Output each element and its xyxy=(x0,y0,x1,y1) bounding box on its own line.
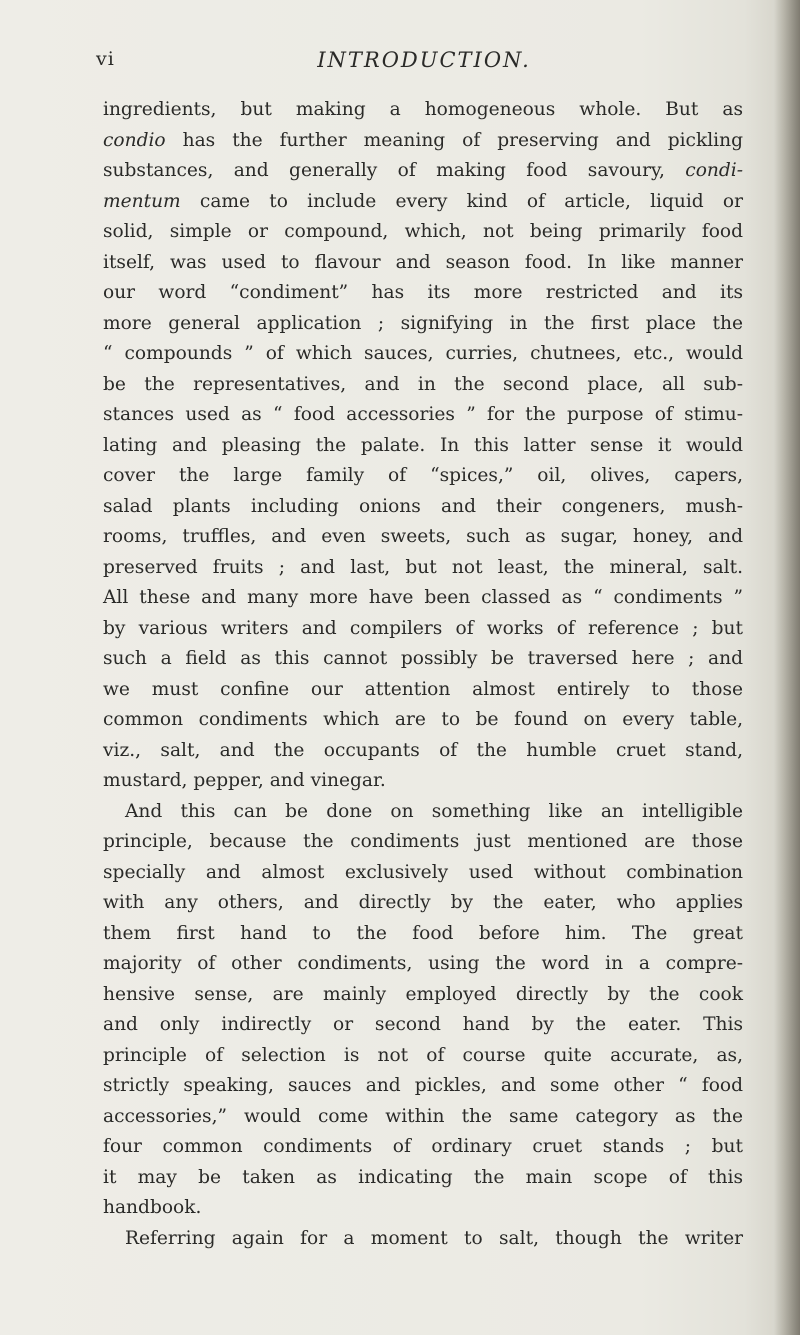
text-line xyxy=(103,309,743,340)
text-segment: strictly speaking, sauces and pickles, and some other “ food xyxy=(103,1075,743,1096)
text-line xyxy=(103,1041,743,1072)
text-line xyxy=(103,553,743,584)
text-line xyxy=(103,187,743,218)
text-segment: principle of selection is not of course quite accurate, as, xyxy=(103,1044,743,1066)
text-segment: them first hand to the food before him. The great xyxy=(103,922,743,944)
text-line xyxy=(103,827,743,858)
page-number: vi xyxy=(96,48,115,70)
text-segment: more general application ; signifying in the first place the xyxy=(103,312,743,334)
text-line xyxy=(103,1163,743,1194)
italic-word: mentum xyxy=(103,190,181,212)
paragraph xyxy=(103,1224,743,1255)
text-segment: stances used as “ food accessories ” for the purpose of stimu- xyxy=(103,404,743,425)
paragraph xyxy=(103,797,743,1224)
text-line xyxy=(103,156,743,187)
text-segment: with any others, and directly by the eater, who applies xyxy=(103,892,743,913)
text-line xyxy=(103,400,743,431)
text-segment: came to include every kind of article, liquid or xyxy=(180,190,743,212)
text-segment: lating and pleasing the palate. In this latter sense it would xyxy=(103,434,743,456)
text-line xyxy=(103,797,743,828)
text-line xyxy=(103,1193,743,1224)
text-segment: it may be taken as indicating the main scope of this xyxy=(103,1166,743,1188)
italic-word: condio xyxy=(103,129,166,151)
text-segment: accessories,” would come within the same category as the xyxy=(103,1105,743,1127)
text-line xyxy=(103,217,743,248)
text-segment: be the representatives, and in the second place, all sub- xyxy=(103,373,743,395)
text-segment: our word “condiment” has its more restricted and its xyxy=(103,282,743,303)
text-segment: by various writers and compilers of works of reference ; but xyxy=(103,617,743,639)
text-line xyxy=(103,248,743,279)
text-segment: specially and almost exclusively used without combination xyxy=(103,861,743,883)
text-line xyxy=(103,1132,743,1163)
text-segment: handbook. xyxy=(103,1197,202,1218)
text-segment: itself, was used to flavour and season food. In like manner xyxy=(103,251,743,273)
text-segment: “ compounds ” of which sauces, curries, chutnees, etc., would xyxy=(103,343,743,364)
text-line xyxy=(103,766,743,797)
text-line xyxy=(103,705,743,736)
text-line xyxy=(103,919,743,950)
text-segment: And this can be done on something like an intelligible xyxy=(125,800,743,822)
text-line xyxy=(103,461,743,492)
text-segment: salad plants including onions and their congeners, mush- xyxy=(103,495,743,517)
text-line xyxy=(103,1010,743,1041)
text-line xyxy=(103,583,743,614)
text-segment: we must confine our attention almost entirely to those xyxy=(103,678,743,700)
text-line xyxy=(103,675,743,706)
italic-word: condi- xyxy=(685,160,743,181)
text-line xyxy=(103,1102,743,1133)
text-segment: common condiments which are to be found on every table, xyxy=(103,709,743,730)
text-line xyxy=(103,522,743,553)
text-line xyxy=(103,1071,743,1102)
text-segment: and only indirectly or second hand by the eater. This xyxy=(103,1014,743,1035)
text-line xyxy=(103,339,743,370)
text-segment: cover the large family of “spices,” oil, olives, capers, xyxy=(103,465,743,486)
text-segment: Referring again for a moment to salt, though the writer xyxy=(125,1227,743,1249)
text-segment: hensive sense, are mainly employed directly by the cook xyxy=(103,983,743,1005)
text-segment: All these and many more have been classed as “ condiments ” xyxy=(103,587,743,608)
text-line xyxy=(103,492,743,523)
text-segment: such a field as this cannot possibly be traversed here ; and xyxy=(103,648,743,669)
text-line xyxy=(103,736,743,767)
running-head: INTRODUCTION. xyxy=(317,48,531,72)
text-line xyxy=(103,95,743,126)
text-segment: ingredients, but making a homogeneous whole. But as xyxy=(103,99,743,120)
text-line xyxy=(103,614,743,645)
text-segment: preserved fruits ; and last, but not least, the mineral, salt. xyxy=(103,556,743,578)
text-segment: viz., salt, and the occupants of the humble cruet stand, xyxy=(103,739,743,761)
text-line xyxy=(103,370,743,401)
text-segment: four common condiments of ordinary cruet stands ; but xyxy=(103,1136,743,1157)
text-segment: has the further meaning of preserving and pickling xyxy=(165,129,743,151)
text-segment: solid, simple or compound, which, not being primarily food xyxy=(103,221,743,242)
text-line xyxy=(103,858,743,889)
page-edge-shadow xyxy=(774,0,800,1335)
text-segment: mustard, pepper, and vinegar. xyxy=(103,770,386,791)
text-segment: rooms, truffles, and even sweets, such as sugar, honey, and xyxy=(103,526,743,547)
text-line xyxy=(103,644,743,675)
text-line xyxy=(103,126,743,157)
text-line xyxy=(103,278,743,309)
body-text xyxy=(103,95,743,1254)
text-line xyxy=(103,431,743,462)
text-segment: majority of other condiments, using the word in a compre- xyxy=(103,953,743,974)
text-line xyxy=(103,949,743,980)
text-segment: substances, and generally of making food savoury, xyxy=(103,160,686,181)
text-line xyxy=(103,1224,743,1255)
text-line xyxy=(103,980,743,1011)
page-header xyxy=(96,48,752,78)
text-segment: principle, because the condiments just mentioned are those xyxy=(103,831,743,852)
text-line xyxy=(103,888,743,919)
paragraph xyxy=(103,95,743,797)
